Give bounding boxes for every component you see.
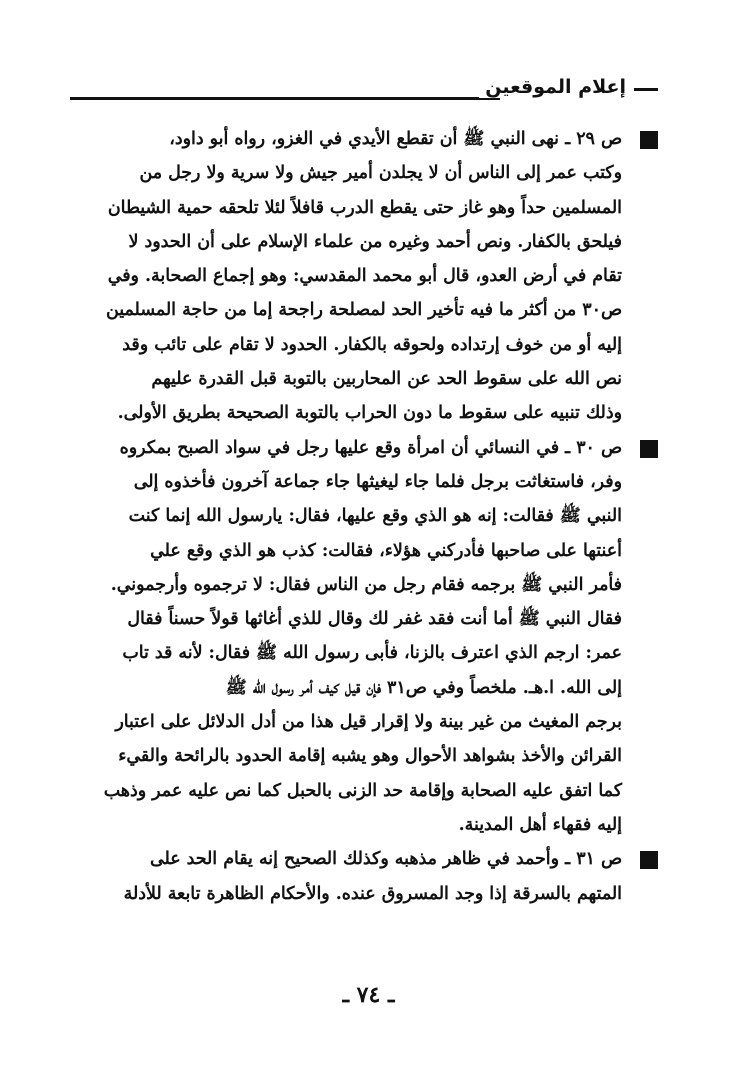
header-rule [70, 97, 500, 100]
header-dash [634, 88, 658, 91]
text-line: تقام في أرض العدو، قال أبو محمد المقدسي: وهو إجماع الصحابة. وفي [107, 266, 622, 287]
text-line: النبي ﷺ فقالت: إنه هو الذي وقع عليها، فقال: يارسول الله إنما كنت [128, 506, 622, 527]
text-line: ص ٣٠ ـ في النسائي أن امرأة وقع عليها رجل في سواد الصبح بمكروه [119, 437, 622, 458]
text-line: وذلك تنبيه على سقوط ما دون الحراب بالتوبة الصحيحة بطريق الأولى. [117, 403, 622, 424]
entry-page-30 [72, 431, 658, 843]
text-line: نص الله على سقوط الحد عن المحاربين بالتوبة قبل القدرة عليهم [151, 369, 622, 390]
text-line: ص ٢٩ ـ نهى النبي ﷺ أن تقطع الأيدي في الغزو، رواه أبو داود، [169, 129, 622, 149]
text-line: إلى الله. ا.هـ. ملخصاً وفي ص٣١ فإن قيل كيف أمر رسول الله ﷺ [225, 677, 622, 698]
text-line: برجم المغيث من غير بينة ولا إقرار قيل هذا من أدل الدلائل على اعتبار [115, 712, 622, 733]
text-line: إليه أو من خوف إرتداده ولحوقه بالكفار. الحدود لا تقام على تائب وقد [122, 334, 622, 355]
text-line: المتهم بالسرقة إذا وجد المسروق عنده. والأحكام الظاهرة تابعة للأدلة [123, 883, 622, 904]
text-line: ص٣٠ من أكثر ما فيه تأخير الحد لمصلحة راجحة إما من حاجة المسلمين [106, 300, 622, 321]
page-number: ـ ٧٤ ـ [342, 982, 395, 1008]
text-line: القرائن والأخذ بشواهد الأحوال وهو يشبه إقامة الحدود بالرائحة والقيء [118, 746, 622, 767]
text-line: فيلحق بالكفار. ونص أحمد وغيره من علماء الإسلام على أن الحدود لا [128, 231, 622, 252]
text-line: فقال النبي ﷺ أما أنت فقد غفر لك وقال للذي أغاثها قولاً حسناً فقال [127, 609, 622, 630]
entry-page-31 [72, 842, 658, 911]
text-line: وفر، فاستغاثت برجل فلما جاء ليغيثها جاء جماعة آخرون فأخذوه إلى [133, 471, 622, 492]
text-line: المسلمين حداً وهو غاز حتى يقطع الدرب قافلاً لئلا تلحقه حمية الشيطان [107, 197, 622, 218]
text-line: فأمر النبي ﷺ برجمه فقام رجل من الناس فقال: لا ترجموه وأرجموني. [110, 574, 622, 595]
text-line: وكتب عمر إلى الناس أن لا يجلدن أمير جيش ولا سرية ولا رجل من [139, 163, 622, 184]
header-title: إعلام الموقعين [479, 76, 626, 98]
text-line: عمر: ارجم الذي اعترف بالزنا، فأبى رسول الله ﷺ فقال: لأنه قد تاب [122, 643, 622, 664]
text-line: إليه فقهاء أهل المدينة. [458, 814, 622, 835]
square-bullet-icon [640, 440, 658, 458]
square-bullet-icon [640, 851, 658, 869]
entry-page-29 [72, 122, 658, 431]
running-header [70, 70, 658, 110]
text-line: كما اتفق عليه الصحابة وإقامة حد الزنى بالحبل كما نص عليه عمر وذهب [103, 780, 622, 801]
text-line: أعنتها على صاحبها فأدركني هؤلاء، فقالت: كذب هو الذي وقع علي [150, 540, 622, 561]
square-bullet-icon [640, 131, 658, 149]
page-body [72, 122, 658, 911]
text-line: ص ٣١ ـ وأحمد في ظاهر مذهبه وكذلك الصحيح إنه يقام الحد على [149, 849, 622, 870]
